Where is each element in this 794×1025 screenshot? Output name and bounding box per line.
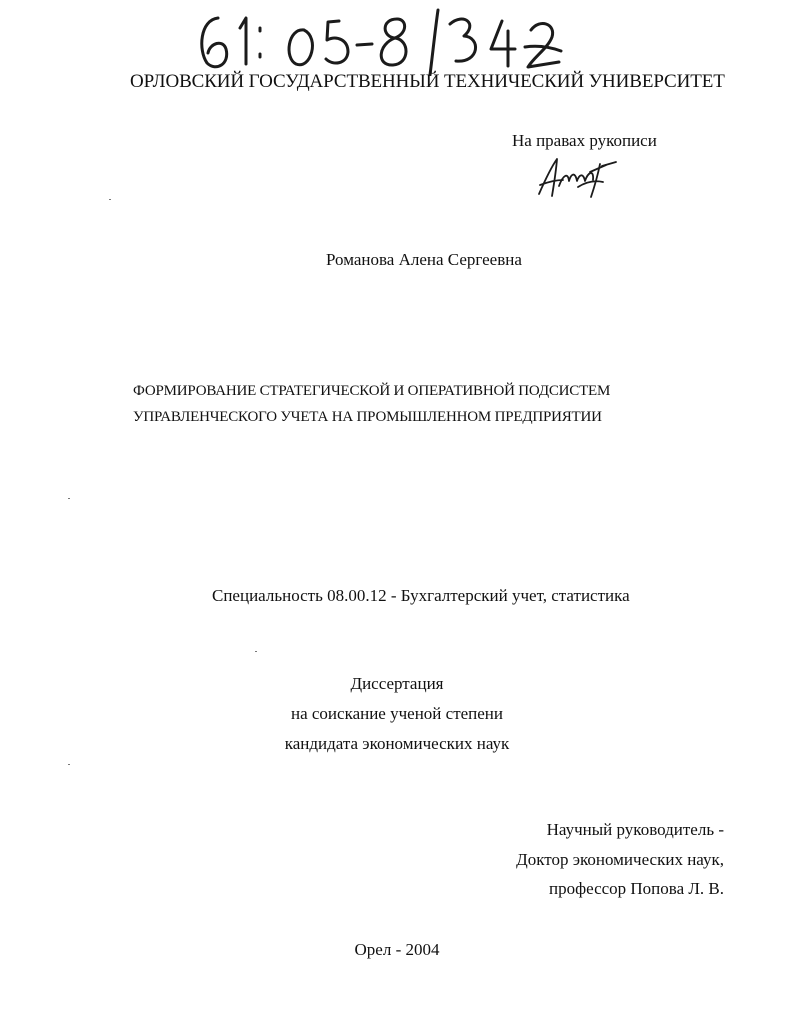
handwritten-archive-number xyxy=(188,6,568,76)
signature xyxy=(534,154,624,200)
degree-line-1: Диссертация xyxy=(350,674,444,693)
university-name: ОРЛОВСКИЙ ГОСУДАРСТВЕННЫЙ ТЕХНИЧЕСКИЙ УНИВЕРСИТЕТ xyxy=(130,71,725,92)
advisor-line-2: Доктор экономических наук, xyxy=(516,850,724,869)
advisor-line-3: профессор Попова Л. В. xyxy=(548,879,724,898)
degree-line-2: на соискание ученой степени xyxy=(290,704,504,723)
scan-speck xyxy=(255,651,257,652)
advisor-line-1: Научный руководитель - xyxy=(546,820,724,839)
degree-line-3: кандидата экономических наук xyxy=(284,734,510,753)
scan-speck xyxy=(68,764,70,765)
author-name: Романова Алена Сергеевна xyxy=(326,250,522,269)
scan-speck xyxy=(109,199,111,200)
specialty: Специальность 08.00.12 - Бухгалтерский учет, статистика xyxy=(212,586,630,605)
city-and-year: Орел - 2004 xyxy=(354,940,440,959)
manuscript-rights-note: На правах рукописи xyxy=(512,131,657,150)
dissertation-title-line-2: УПРАВЛЕНЧЕСКОГО УЧЕТА НА ПРОМЫШЛЕННОМ ПРЕДПРИЯТИИ xyxy=(133,409,602,425)
scan-speck xyxy=(68,498,70,499)
dissertation-title-line-1: ФОРМИРОВАНИЕ СТРАТЕГИЧЕСКОЙ И ОПЕРАТИВНОЙ ПОДСИСТЕМ xyxy=(133,383,611,399)
